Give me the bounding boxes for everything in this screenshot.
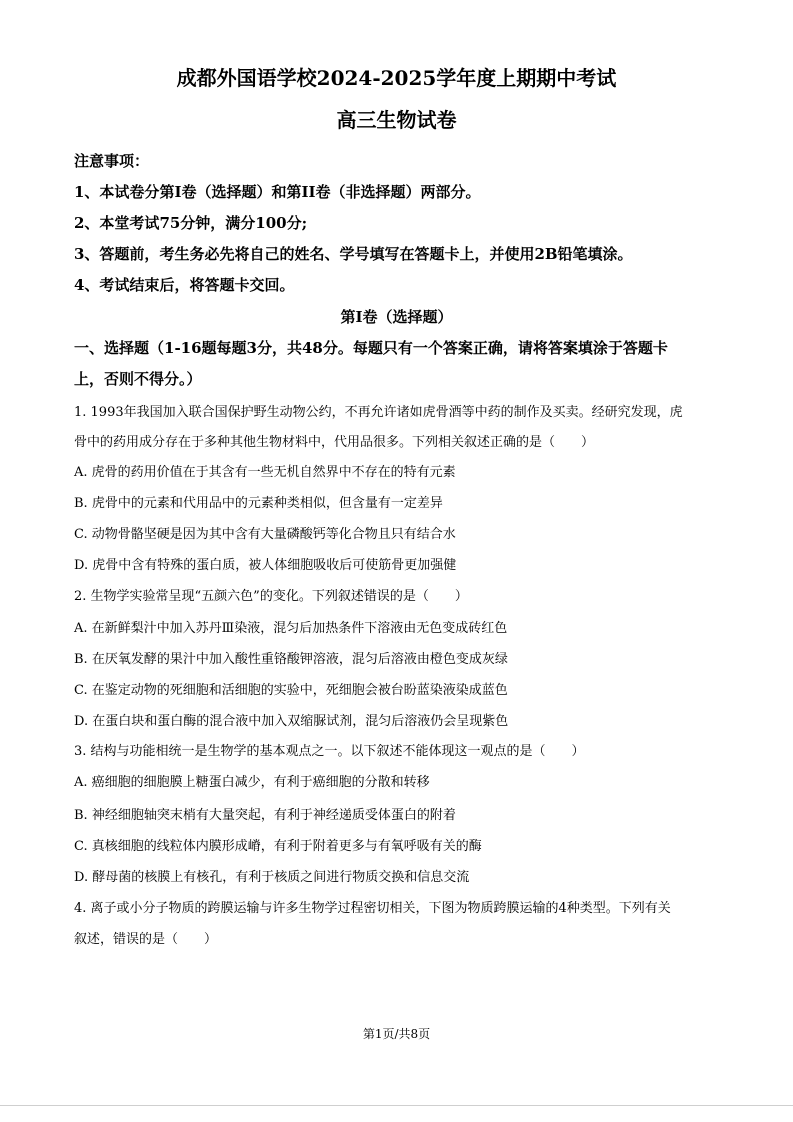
section-instruction-line-2: 上，否则不得分。） <box>74 370 202 388</box>
note-item-2: 2、本堂考试75分钟，满分100分; <box>74 214 308 232</box>
question-2-option-d: D. 在蛋白块和蛋白酶的混合液中加入双缩脲试剂，混匀后溶液仍会呈现紫色 <box>74 714 509 729</box>
question-2-option-a: A. 在新鲜梨汁中加入苏丹Ⅲ染液，混匀后加热条件下溶液由无色变成砖红色 <box>74 621 508 636</box>
note-item-4: 4、考试结束后，将答题卡交回。 <box>74 276 295 294</box>
question-1-stem-line-1: 1. 1993年我国加入联合国保护野生动物公约，不再允许诸如虎骨酒等中药的制作及买卖。经研究发现，虎 <box>74 405 683 420</box>
question-2-option-b: B. 在厌氧发酵的果汁中加入酸性重铬酸钾溶液，混匀后溶液由橙色变成灰绿 <box>74 652 508 667</box>
question-3-option-c: C. 真核细胞的线粒体内膜形成嵴，有利于附着更多与有氧呼吸有关的酶 <box>74 839 482 854</box>
question-1-option-d: D. 虎骨中含有特殊的蛋白质，被人体细胞吸收后可使筋骨更加强健 <box>74 558 457 573</box>
notes-heading: 注意事项： <box>74 152 150 170</box>
question-3-option-a: A. 癌细胞的细胞膜上糖蛋白减少，有利于癌细胞的分散和转移 <box>74 775 430 790</box>
question-1-option-c: C. 动物骨骼坚硬是因为其中含有大量磷酸钙等化合物且只有结合水 <box>74 527 456 542</box>
question-2-option-c: C. 在鉴定动物的死细胞和活细胞的实验中，死细胞会被台盼蓝染液染成蓝色 <box>74 683 508 698</box>
question-3-stem: 3. 结构与功能相统一是生物学的基本观点之一。以下叙述不能体现这一观点的是（ ） <box>74 744 585 759</box>
page-number: 第1页/共8页 <box>362 1027 431 1041</box>
section-instruction-line-1: 一、选择题（1-16题每题3分，共48分。每题只有一个答案正确，请将答案填涂于答题卡 <box>74 339 668 357</box>
page-bottom-rule <box>0 1105 793 1106</box>
note-item-3: 3、答题前，考生务必先将自己的姓名、学号填写在答题卡上，并使用2B铅笔填涂。 <box>74 245 633 263</box>
part-heading: 第I卷（选择题） <box>340 308 453 326</box>
exam-subtitle: 高三生物试卷 <box>336 108 457 132</box>
question-2-stem: 2. 生物学实验常呈现“五颜六色”的变化。下列叙述错误的是（ ） <box>74 589 468 604</box>
question-4-stem-line-1: 4. 离子或小分子物质的跨膜运输与许多生物学过程密切相关，下图为物质跨膜运输的4种类型。下列有关 <box>74 901 671 916</box>
question-3-option-d: D. 酵母菌的核膜上有核孔，有利于核质之间进行物质交换和信息交流 <box>74 870 470 885</box>
note-item-1: 1、本试卷分第I卷（选择题）和第II卷（非选择题）两部分。 <box>74 183 481 201</box>
question-3-option-b: B. 神经细胞轴突末梢有大量突起，有利于神经递质受体蛋白的附着 <box>74 808 456 823</box>
question-1-option-a: A. 虎骨的药用价值在于其含有一些无机自然界中不存在的特有元素 <box>74 465 456 480</box>
question-4-stem-line-2: 叙述，错误的是（ ） <box>74 932 218 947</box>
question-1-stem-line-2: 骨中的药用成分存在于多种其他生物材料中，代用品很多。下列相关叙述正确的是（ ） <box>74 435 595 450</box>
question-1-option-b: B. 虎骨中的元素和代用品中的元素种类相似，但含量有一定差异 <box>74 496 443 511</box>
exam-title: 成都外国语学校2024-2025学年度上期期中考试 <box>176 66 617 90</box>
